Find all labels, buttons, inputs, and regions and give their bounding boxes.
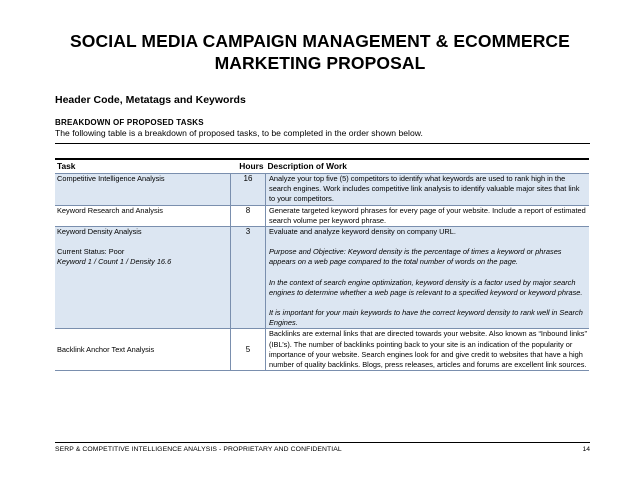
description-cell: Generate targeted keyword phrases for every page of your website. Include a report of estimated search volume per keyword phrase. <box>266 205 590 226</box>
table-row <box>55 205 589 226</box>
task-cell: Keyword Research and Analysis <box>55 205 231 226</box>
description-cell: Analyze your top five (5) competitors to identify what keywords are used to rank high in the search engines. Work includes competitive link analysis to identify valuable major sites that link to your competitors. <box>266 174 590 206</box>
description-purpose: Purpose and Objective: Keyword density is the percentage of times a keyword or phrases appears on a web page compared to the total number of words on the page. <box>269 247 562 267</box>
breakdown-intro: The following table is a breakdown of proposed tasks, to be completed in the order shown below. <box>55 128 423 138</box>
hours-cell: 8 <box>231 205 266 226</box>
tasks-table <box>55 158 589 371</box>
table-header-row <box>55 159 589 174</box>
task-cell: Competitive Intelligence Analysis <box>55 174 231 206</box>
task-name: Keyword Density Analysis <box>57 227 142 237</box>
table-row <box>55 329 589 371</box>
document-title-line2: MARKETING PROPOSAL <box>214 53 426 73</box>
footer-divider <box>55 442 590 443</box>
hours-cell: 3 <box>231 227 266 329</box>
footer-text: SERP & COMPETITIVE INTELLIGENCE ANALYSIS - PROPRIETARY AND CONFIDENTIAL <box>55 446 342 453</box>
description-cell <box>266 227 590 329</box>
description-cell: Backlinks are external links that are directed towards your website. Also known as “Inbound links” (IBL’s). The number of backlinks pointing back to your site is an indication of the popularity or importance of your website. Search engines look for and give credit to websites that have a high number of quality backlinks. Blogs, press releases, articles and forums are excellent link sources. <box>266 329 590 371</box>
breakdown-heading: BREAKDOWN OF PROPOSED TASKS <box>55 118 204 127</box>
page-number: 14 <box>582 446 590 453</box>
task-metric: Keyword 1 / Count 1 / Density 16.6 <box>57 257 172 267</box>
header-task: Task <box>55 159 231 174</box>
document-title-line1: SOCIAL MEDIA CAMPAIGN MANAGEMENT & ECOMMERCE <box>70 31 570 51</box>
description-important: It is important for your main keywords to have the correct keyword density to rank well in Search Engines. <box>269 308 583 328</box>
table-row <box>55 174 589 206</box>
table-row <box>55 227 589 329</box>
description-context: In the context of search engine optimization, keyword density is a factor used by major search engines to determine whether a web page is relevant to a specified keyword or keyword phrase. <box>269 277 583 297</box>
divider <box>55 143 590 144</box>
hours-cell: 16 <box>231 174 266 206</box>
task-cell <box>55 227 231 329</box>
task-cell: Backlink Anchor Text Analysis <box>55 329 231 371</box>
description-summary: Evaluate and analyze keyword density on company URL. <box>269 227 456 237</box>
task-status: Current Status: Poor <box>57 247 125 257</box>
document-title <box>40 30 600 74</box>
header-description: Description of Work <box>266 159 590 174</box>
hours-cell: 5 <box>231 329 266 371</box>
header-hours: Hours <box>231 159 266 174</box>
section-heading: Header Code, Metatags and Keywords <box>55 94 246 106</box>
